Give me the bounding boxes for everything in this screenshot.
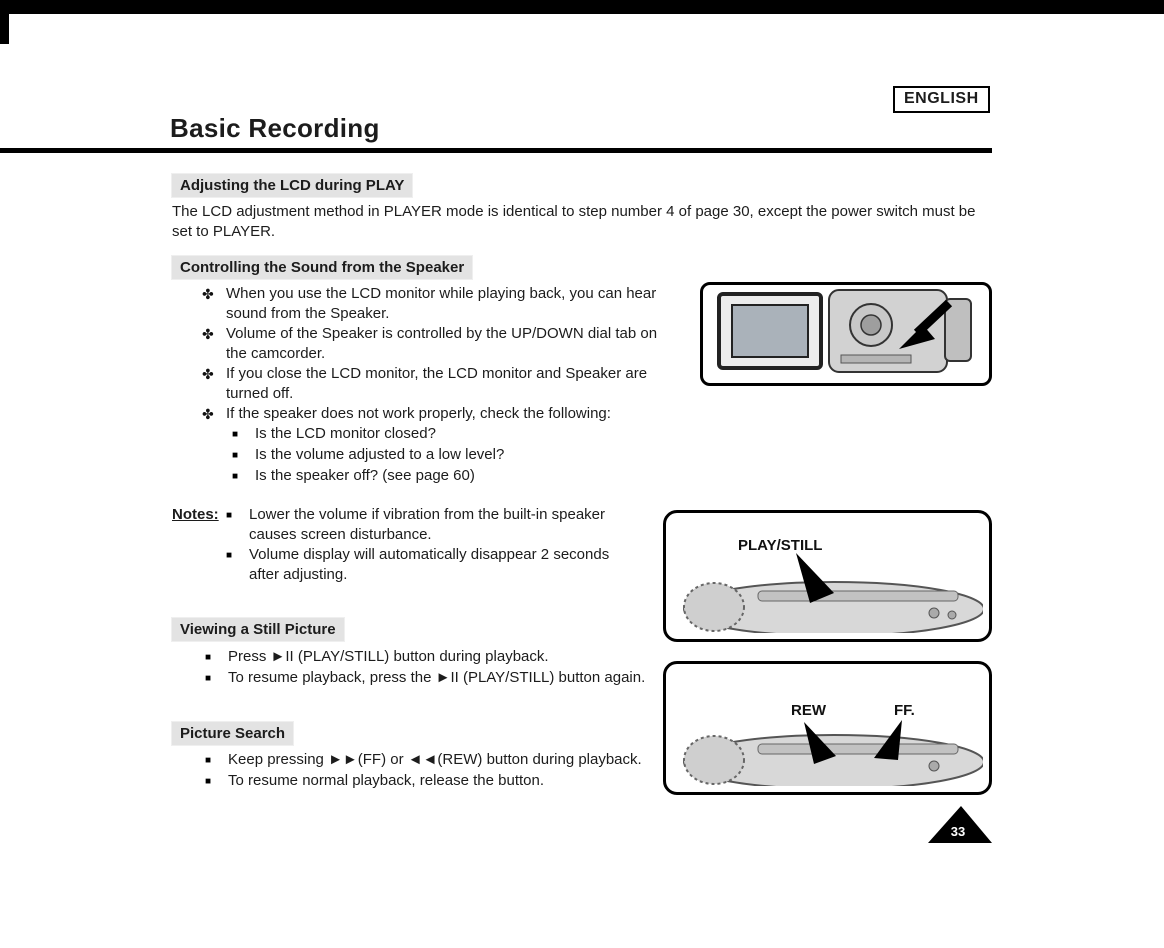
grip-ridges (684, 736, 744, 784)
list-item (202, 324, 680, 364)
square-bullet-icon: ■ (205, 776, 212, 787)
list-item-text: Is the speaker off? (see page 60) (255, 467, 475, 484)
rew-label: REW (791, 702, 826, 719)
list-item-text: Lower the volume if vibration from the built-in speaker causes screen disturbance. (249, 506, 606, 543)
list-item (205, 771, 680, 792)
list-item-text: If you close the LCD monitor, the LCD monitor and Speaker are turned off. (226, 365, 648, 402)
picture-search-list (205, 750, 680, 792)
camcorder-detail (758, 744, 958, 754)
list-item (232, 466, 662, 487)
sound-sub-list (232, 424, 662, 487)
camcorder-lcd-illustration (703, 285, 983, 377)
title-rule (0, 148, 992, 153)
language-badge: ENGLISH (893, 86, 990, 113)
play-still-label: PLAY/STILL (738, 537, 823, 554)
section-heading-picture-search: Picture Search (172, 722, 293, 745)
list-item (202, 364, 680, 404)
square-bullet-icon: ■ (205, 755, 212, 766)
square-bullet-icon: ■ (226, 550, 233, 561)
square-bullet-icon: ■ (232, 471, 239, 482)
list-item-text: Is the volume adjusted to a low level? (255, 446, 505, 463)
list-item-text: When you use the LCD monitor while playing back, you can hear sound from the Speaker. (226, 285, 657, 322)
list-item (205, 750, 680, 771)
page-number: 33 (950, 824, 966, 839)
figure-lcd-speaker (700, 282, 992, 386)
club-bullet-icon: ✤ (202, 286, 214, 302)
camcorder-top-illustration (666, 664, 983, 786)
square-bullet-icon: ■ (205, 652, 212, 663)
still-picture-list (205, 647, 650, 689)
scan-edge-top (0, 0, 1164, 14)
list-item-text: Press ►II (PLAY/STILL) button during playback. (228, 648, 549, 665)
section-heading-still-picture: Viewing a Still Picture (172, 618, 344, 641)
list-item-text: Is the LCD monitor closed? (255, 425, 436, 442)
list-item-text: Keep pressing ►►(FF) or ◄◄(REW) button during playback. (228, 751, 642, 768)
scan-edge-left (0, 14, 9, 44)
square-bullet-icon: ■ (232, 429, 239, 440)
square-bullet-icon: ■ (205, 673, 212, 684)
button-detail (948, 611, 956, 619)
speaker-dial-center (861, 315, 881, 335)
figure-play-still (663, 510, 992, 642)
notes-label: Notes: (172, 506, 219, 523)
sound-bullet-list (202, 284, 680, 424)
button-detail (929, 761, 939, 771)
list-item-text: If the speaker does not work properly, check the following: (226, 405, 611, 422)
page-number-triangle (928, 806, 992, 843)
section-heading-adjusting-lcd: Adjusting the LCD during PLAY (172, 174, 412, 197)
list-item-text: Volume of the Speaker is controlled by the UP/DOWN dial tab on the camcorder. (226, 325, 658, 362)
list-item (226, 505, 628, 545)
camcorder-top-illustration (666, 513, 983, 633)
page-number-marker (928, 806, 992, 843)
ff-label: FF. (894, 702, 915, 719)
list-item-text: To resume normal playback, release the button. (228, 772, 545, 789)
club-bullet-icon: ✤ (202, 366, 214, 382)
square-bullet-icon: ■ (232, 450, 239, 461)
club-bullet-icon: ✤ (202, 326, 214, 342)
club-bullet-icon: ✤ (202, 406, 214, 422)
list-item (232, 424, 662, 445)
list-item (202, 404, 680, 424)
button-detail (929, 608, 939, 618)
list-item (232, 445, 662, 466)
list-item-text: Volume display will automatically disappear 2 seconds after adjusting. (249, 546, 610, 583)
figure-rew-ff (663, 661, 992, 795)
list-item-text: To resume playback, press the ►II (PLAY/STILL) button again. (228, 669, 646, 686)
camcorder-detail (758, 591, 958, 601)
page-title: Basic Recording (170, 113, 380, 143)
grip-ridges (684, 583, 744, 631)
camcorder-detail (841, 355, 911, 363)
list-item (226, 545, 628, 585)
lcd-screen (732, 305, 808, 357)
list-item (202, 284, 680, 324)
section-heading-sound: Controlling the Sound from the Speaker (172, 256, 472, 279)
list-item (205, 647, 650, 668)
list-item (205, 668, 650, 689)
adjusting-lcd-body: The LCD adjustment method in PLAYER mode is identical to step number 4 of page 30, except the power switch must be set to PLAYER. (172, 203, 976, 240)
square-bullet-icon: ■ (226, 510, 233, 521)
notes-list (226, 505, 628, 585)
